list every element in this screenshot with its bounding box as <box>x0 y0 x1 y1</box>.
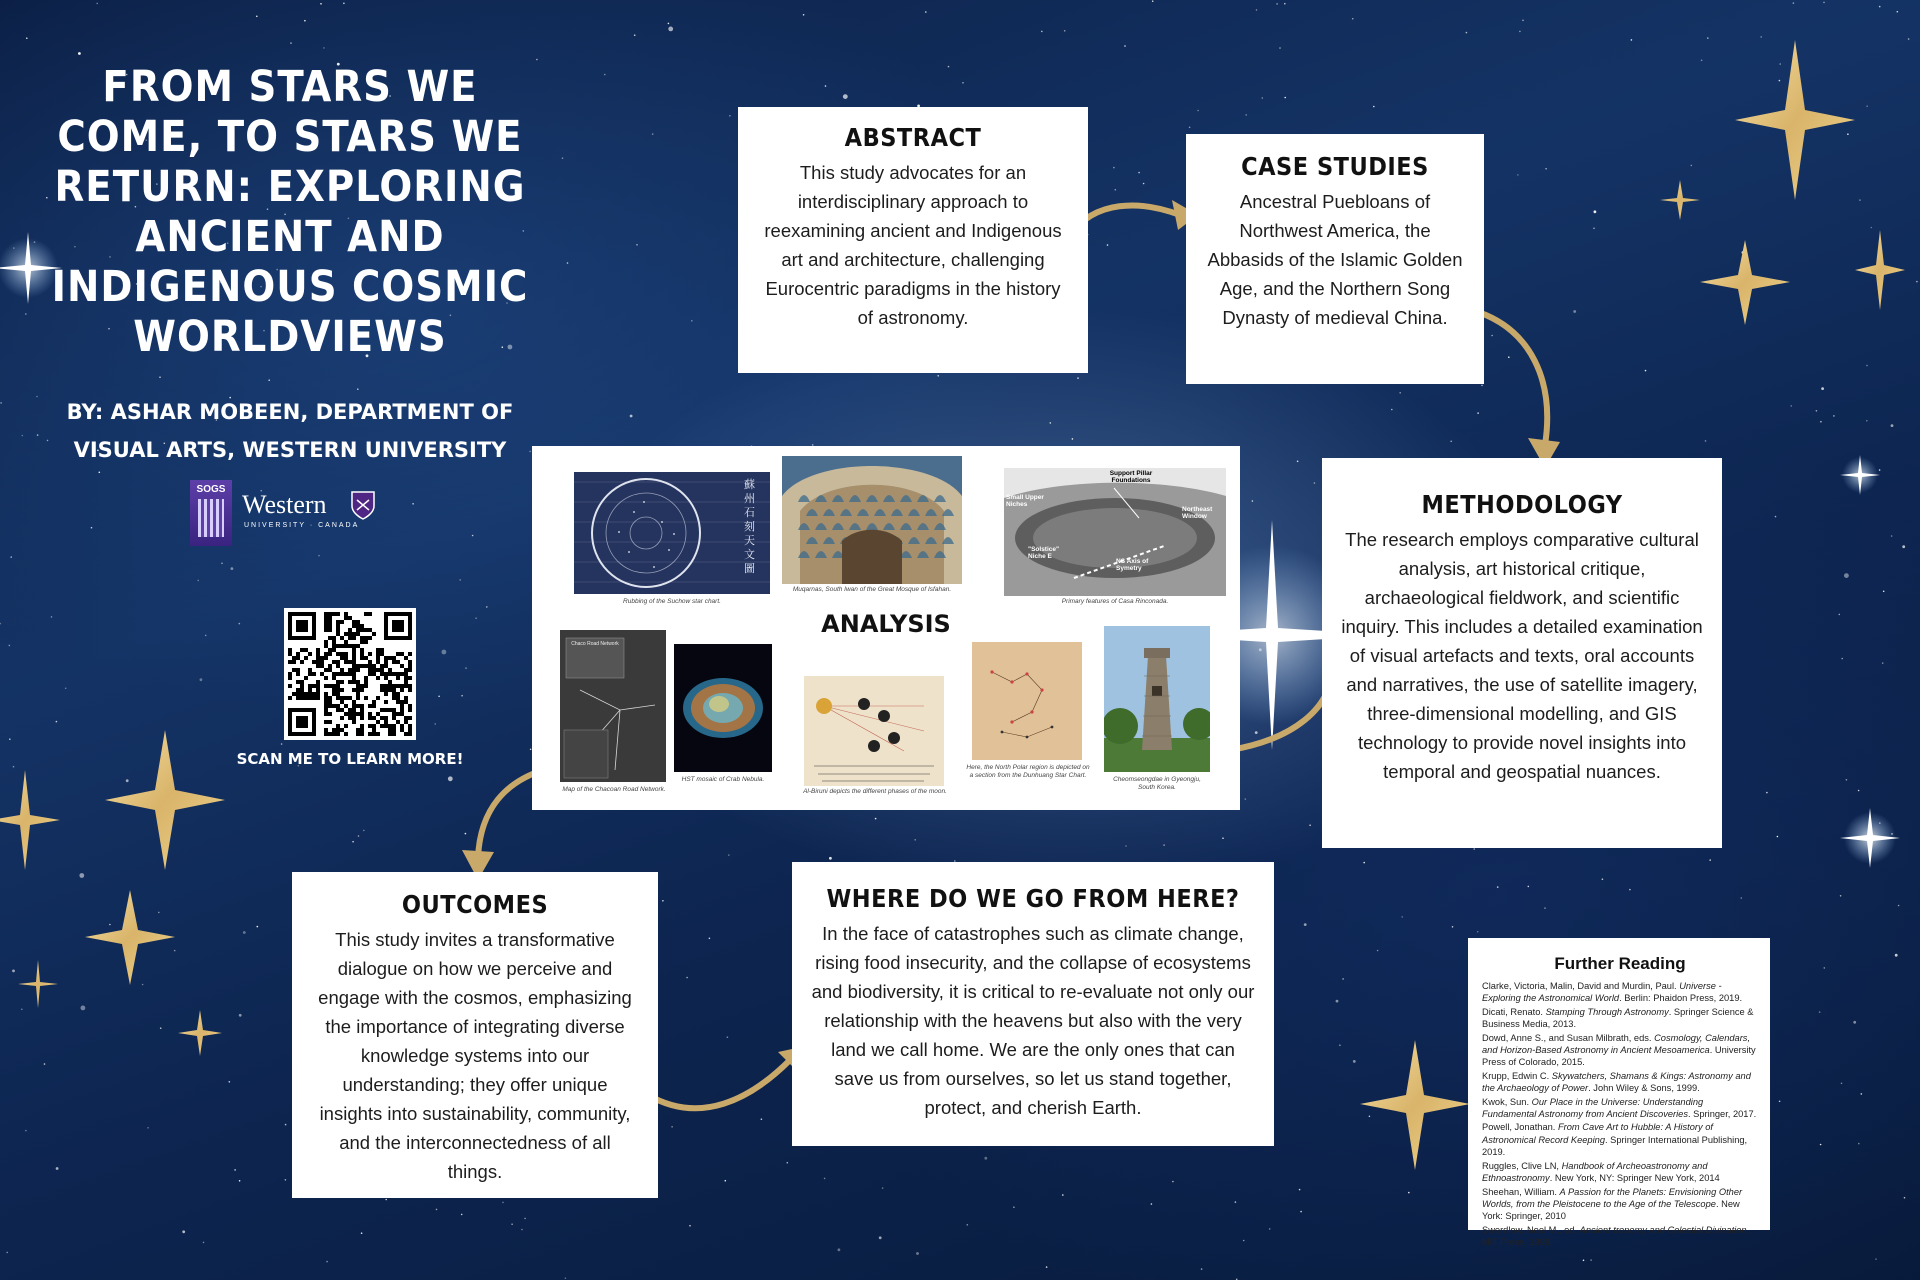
suchow-caption: Rubbing of the Suchow star chart. <box>623 598 721 605</box>
dunhuang-graphic <box>972 642 1082 760</box>
biruni-graphic <box>804 676 944 786</box>
case-studies-card <box>1186 134 1484 384</box>
poster-title: FROM STARS WE COME, TO STARS WE RETURN: EXPLORING ANCIENT AND INDIGENOUS COSMIC WORLDVIEWS <box>51 62 529 362</box>
institution-logos <box>190 480 380 546</box>
reference-item: Dicati, Renato. Stamping Through Astronomy. Springer Science & Business Media, 2013. <box>1482 1006 1754 1030</box>
crab-graphic <box>674 644 772 772</box>
al-biruni-moon-phases-image <box>804 676 944 786</box>
casa-label-axis: NS Axis of Symetry <box>1116 558 1149 572</box>
cheom-caption: Cheomseongdae in Gyeongju, South Korea. <box>1113 776 1201 791</box>
suchow-star-chart-image <box>574 472 770 594</box>
chacoan-panel-title: Chaco Road Network <box>571 641 619 647</box>
chacoan-caption: Map of the Chacoan Road Network. <box>562 786 666 793</box>
case-studies-body: Ancestral Puebloans of Northwest America, the Abbasids of the Islamic Golden Age, and the Northern Song Dynasty of medieval China. <box>1207 191 1463 328</box>
abstract-body: This study advocates for an interdisciplinary approach to reexamining ancient and Indigenous art and architecture, challenging Eurocentric paradigms in the history of astronomy. <box>764 162 1062 328</box>
analysis-heading: ANALYSIS <box>821 610 951 638</box>
crab-nebula-image <box>674 644 772 772</box>
chacoan-graphic <box>560 630 666 782</box>
sogs-label: SOGS <box>196 484 226 495</box>
casa-caption: Primary features of Casa Rinconada. <box>1061 598 1169 605</box>
muqarnas-caption: Muqarnas, South Iwan of the Great Mosque of Isfahan. <box>792 586 952 593</box>
reference-item: Swerdlow, Noel M., ed. Ancient tronomy and Celestial Divination. MIT Press, 1999. <box>1482 1224 1750 1248</box>
muqarnas-graphic <box>782 456 962 584</box>
reference-list <box>1482 980 1758 1249</box>
chacoan-road-map-image <box>560 630 666 782</box>
where-next-body: In the face of catastrophes such as climate change, rising food insecurity, and the collapse of ecosystems and biodiversity, it is critical to re-evaluate not only our relationship with the heavens but also with the very land we call home. We are the only ones that can save us from ourselves, so let us stand together, protect, and cherish Earth. <box>811 923 1255 1118</box>
reference-item: Sheehan, William. A Passion for the Planets: Envisioning Other Worlds, from the Pleistocene to the Age of the Telescope. New York: Springer, 2010 <box>1482 1186 1743 1222</box>
abstract-card <box>738 107 1088 373</box>
outcomes-card <box>292 872 658 1198</box>
biruni-caption: Al-Biruni depicts the different phases of the moon. <box>803 788 947 795</box>
sogs-tower-icon <box>198 499 224 537</box>
reference-item: Kwok, Sun. Our Place in the Universe: Understanding Fundamental Astronomy from Ancient Discoveries. Springer, 2017. <box>1482 1096 1757 1120</box>
sogs-logo <box>190 480 232 546</box>
casa-label-window: Northeast Window <box>1182 506 1213 520</box>
crab-caption: HST mosaic of Crab Nebula. <box>681 776 765 783</box>
qr-caption: SCAN ME TO LEARN MORE! <box>236 750 464 768</box>
reference-item: Dowd, Anne S., and Susan Milbrath, eds. Cosmology, Calendars, and Horizon-Based Astronomy in Ancient Mesoamerica. University Press of Colorado, 2015. <box>1482 1032 1756 1068</box>
cheom-graphic <box>1104 626 1210 772</box>
casa-rinconada-image <box>1004 468 1226 596</box>
suchow-glyphs: 蘇州石刻天文圖 <box>744 478 755 575</box>
methodology-body: The research employs comparative cultural analysis, art historical critique, archaeological fieldwork, and scientific inquiry. This includes a detailed examination of visual artefacts and texts, oral accounts and narratives, the use of satellite imagery, three-dimensional modelling, and GIS technology to provide novel insights into temporal and geospatial nuances. <box>1341 529 1703 782</box>
bright-star-right <box>1840 455 1900 868</box>
qr-code[interactable] <box>284 608 416 740</box>
dunhuang-caption: Here, the North Polar region is depicted on a section from the Dunhuang Star Chart. <box>966 764 1090 779</box>
further-reading-card <box>1468 938 1770 1248</box>
methodology-card <box>1322 458 1722 848</box>
casa-label-niches: Small Upper Niches <box>1006 494 1044 508</box>
western-crest-icon <box>350 490 376 520</box>
western-wordmark: Western <box>242 490 327 519</box>
reference-item: Powell, Jonathan. From Cave Art to Hubble: A History of Astronomical Record Keeping. Springer International Publishing, 2019. <box>1482 1122 1748 1158</box>
casa-label-solstice: "Solstice" Niche E <box>1028 546 1060 560</box>
further-reading-heading: Further Reading <box>1554 954 1686 973</box>
case-studies-heading: CASE STUDIES <box>1241 152 1429 181</box>
casa-label-pillar: Support Pillar Foundations <box>1109 470 1153 484</box>
author-byline: BY: ASHAR MOBEEN, DEPARTMENT OF VISUAL ARTS, WESTERN UNIVERSITY <box>66 400 514 462</box>
suchow-chart-graphic <box>574 472 770 594</box>
methodology-heading: METHODOLOGY <box>1421 490 1623 519</box>
western-subtitle: UNIVERSITY · CANADA <box>244 522 360 529</box>
cheomseongdae-image <box>1104 626 1210 772</box>
outcomes-body: This study invites a transformative dialogue on how we perceive and engage with the cosmos, emphasizing the importance of integrating diverse knowledge systems into our understanding; they offer unique insights into sustainability, community, and the interconnectedness of all things. <box>318 929 632 1182</box>
abstract-heading: ABSTRACT <box>844 123 982 152</box>
reference-item: Krupp, Edwin C. Skywatchers, Shamans & Kings: Astronomy and the Archaeology of Power. John Wiley & Sons, 1999. <box>1482 1070 1751 1094</box>
analysis-panel <box>532 446 1240 810</box>
where-next-card <box>792 862 1274 1146</box>
casa-graphic <box>1004 468 1226 596</box>
muqarnas-image <box>782 456 962 584</box>
where-next-heading: WHERE DO WE GO FROM HERE? <box>826 884 1240 913</box>
reference-item: Ruggles, Clive LN, Handbook of Archeoastronomy and Ethnoastronomy. New York, NY: Springer New York, 2014 <box>1482 1160 1720 1184</box>
dunhuang-star-chart-image <box>972 642 1082 760</box>
outcomes-heading: OUTCOMES <box>401 890 549 919</box>
reference-item: Clarke, Victoria, Malin, David and Murdin, Paul. Universe - Exploring the Astronomical World. Berlin: Phaidon Press, 2019. <box>1482 981 1743 1004</box>
